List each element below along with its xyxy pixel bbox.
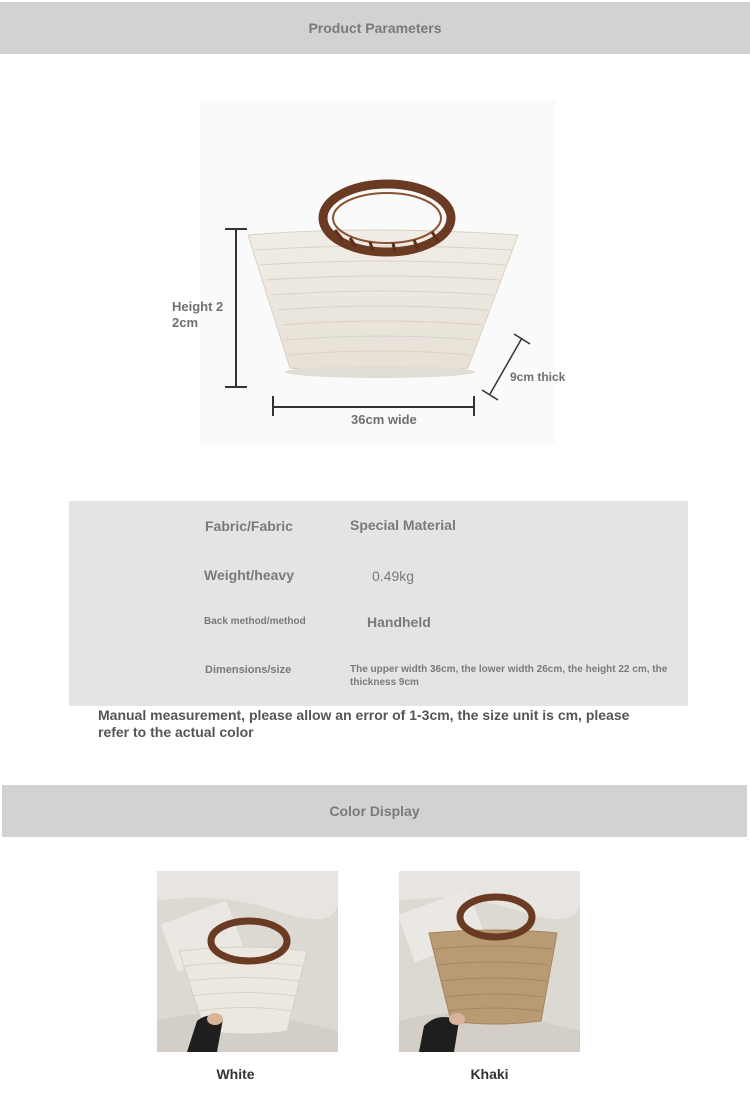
color-display-title: Color Display	[329, 803, 420, 819]
param-value-weight: 0.49kg	[372, 568, 415, 584]
color-display-banner	[2, 785, 747, 837]
height-dimension-cap-bottom	[225, 386, 247, 388]
param-value-fabric: Special Material	[350, 517, 456, 533]
height-dimension-cap-top	[225, 228, 247, 230]
color-swatch-white[interactable]	[157, 871, 338, 1052]
width-dimension-cap-right	[473, 396, 475, 416]
param-key-back-method: Back method/method	[204, 616, 306, 627]
color-label-khaki: Khaki	[470, 1066, 509, 1082]
thickness-label: 9cm thick	[510, 370, 566, 384]
param-key-dimensions: Dimensions/size	[205, 664, 292, 676]
parameters-table	[69, 501, 688, 706]
param-key-weight: Weight/heavy	[204, 567, 294, 583]
height-label: Height 2 2cm	[172, 299, 224, 330]
param-value-back-method: Handheld	[367, 614, 431, 630]
product-parameters-banner	[0, 2, 750, 54]
param-value-dimensions: The upper width 36cm, the lower width 26cm, the height 22 cm, the thickness 9cm	[350, 664, 668, 688]
color-swatch-khaki[interactable]	[399, 871, 580, 1052]
khaki-bag-photo	[399, 871, 580, 1052]
width-dimension-cap-left	[272, 396, 274, 416]
white-bag-photo	[157, 871, 338, 1052]
measurement-note: Manual measurement, please allow an error of 1-3cm, the size unit is cm, please refer to the actual color	[98, 707, 630, 740]
product-parameters-title: Product Parameters	[308, 20, 442, 36]
param-key-fabric: Fabric/Fabric	[205, 518, 293, 534]
color-label-white: White	[216, 1066, 255, 1082]
thickness-dimension-line	[476, 330, 536, 402]
width-label: 36cm wide	[351, 412, 417, 427]
height-dimension-line	[235, 228, 237, 388]
width-dimension-line	[272, 406, 475, 408]
